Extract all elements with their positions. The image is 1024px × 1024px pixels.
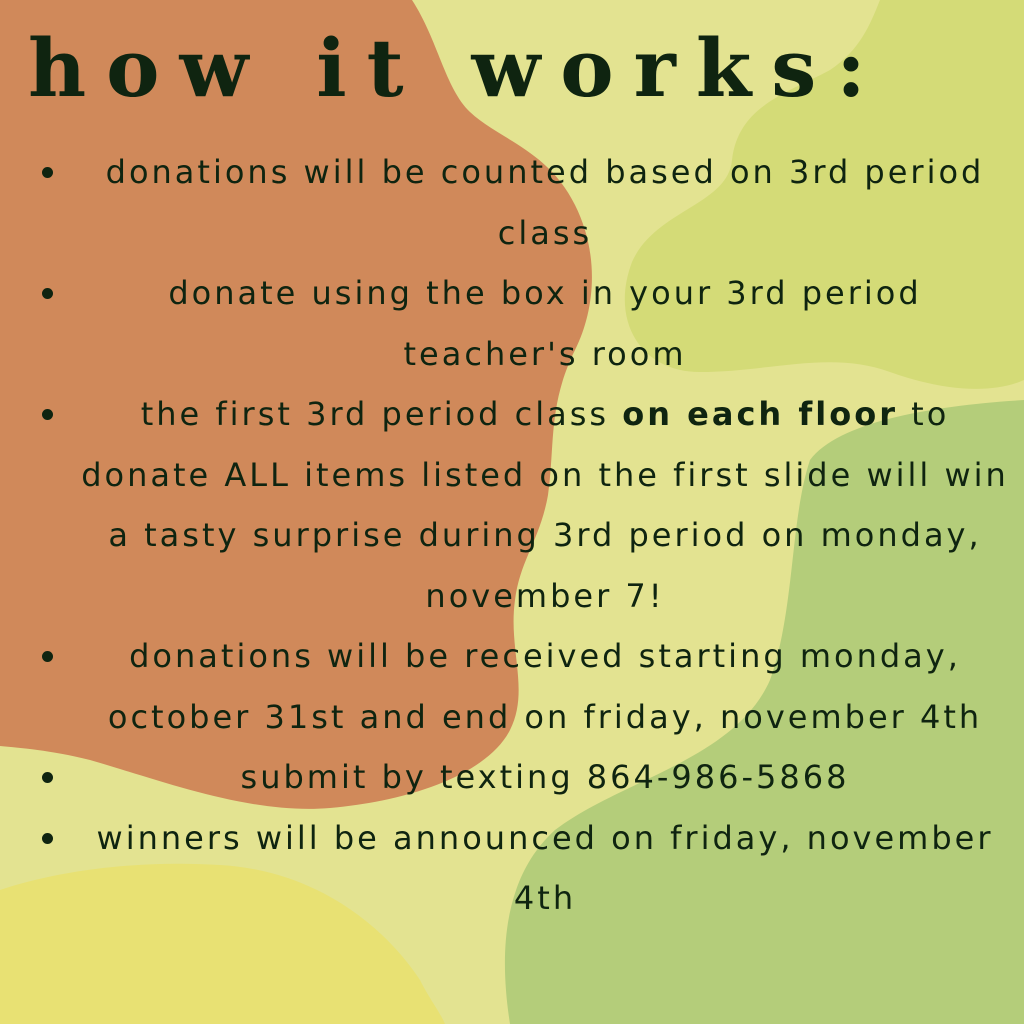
list-item <box>60 142 1010 263</box>
list-item <box>60 384 1010 626</box>
bullet-icon <box>42 288 53 299</box>
item-text: donations will be received starting monday, october 31st and end on friday, november 4th <box>107 637 983 736</box>
rules-list <box>60 142 1010 929</box>
item-text-before: the first 3rd period class <box>140 395 623 433</box>
item-emphasis: on each floor <box>622 395 898 433</box>
item-text: winners will be announced on friday, november 4th <box>96 818 994 917</box>
page-title: how it works: <box>28 21 886 115</box>
item-text: donations will be counted based on 3rd period class <box>105 153 985 252</box>
item-text-after: to donate ALL items listed on the first slide will win a tasty surprise during 3rd period on monday, november 7! <box>81 395 1009 615</box>
item-text: submit by texting 864-986-5868 <box>240 758 850 796</box>
bullet-icon <box>42 409 53 420</box>
list-item <box>60 747 1010 808</box>
list-item <box>60 263 1010 384</box>
list-item <box>60 808 1010 929</box>
bullet-icon <box>42 772 53 783</box>
list-item <box>60 626 1010 747</box>
item-text: donate using the box in your 3rd period teacher's room <box>168 274 922 373</box>
bullet-icon <box>42 833 53 844</box>
bullet-icon <box>42 167 53 178</box>
bullet-icon <box>42 651 53 662</box>
